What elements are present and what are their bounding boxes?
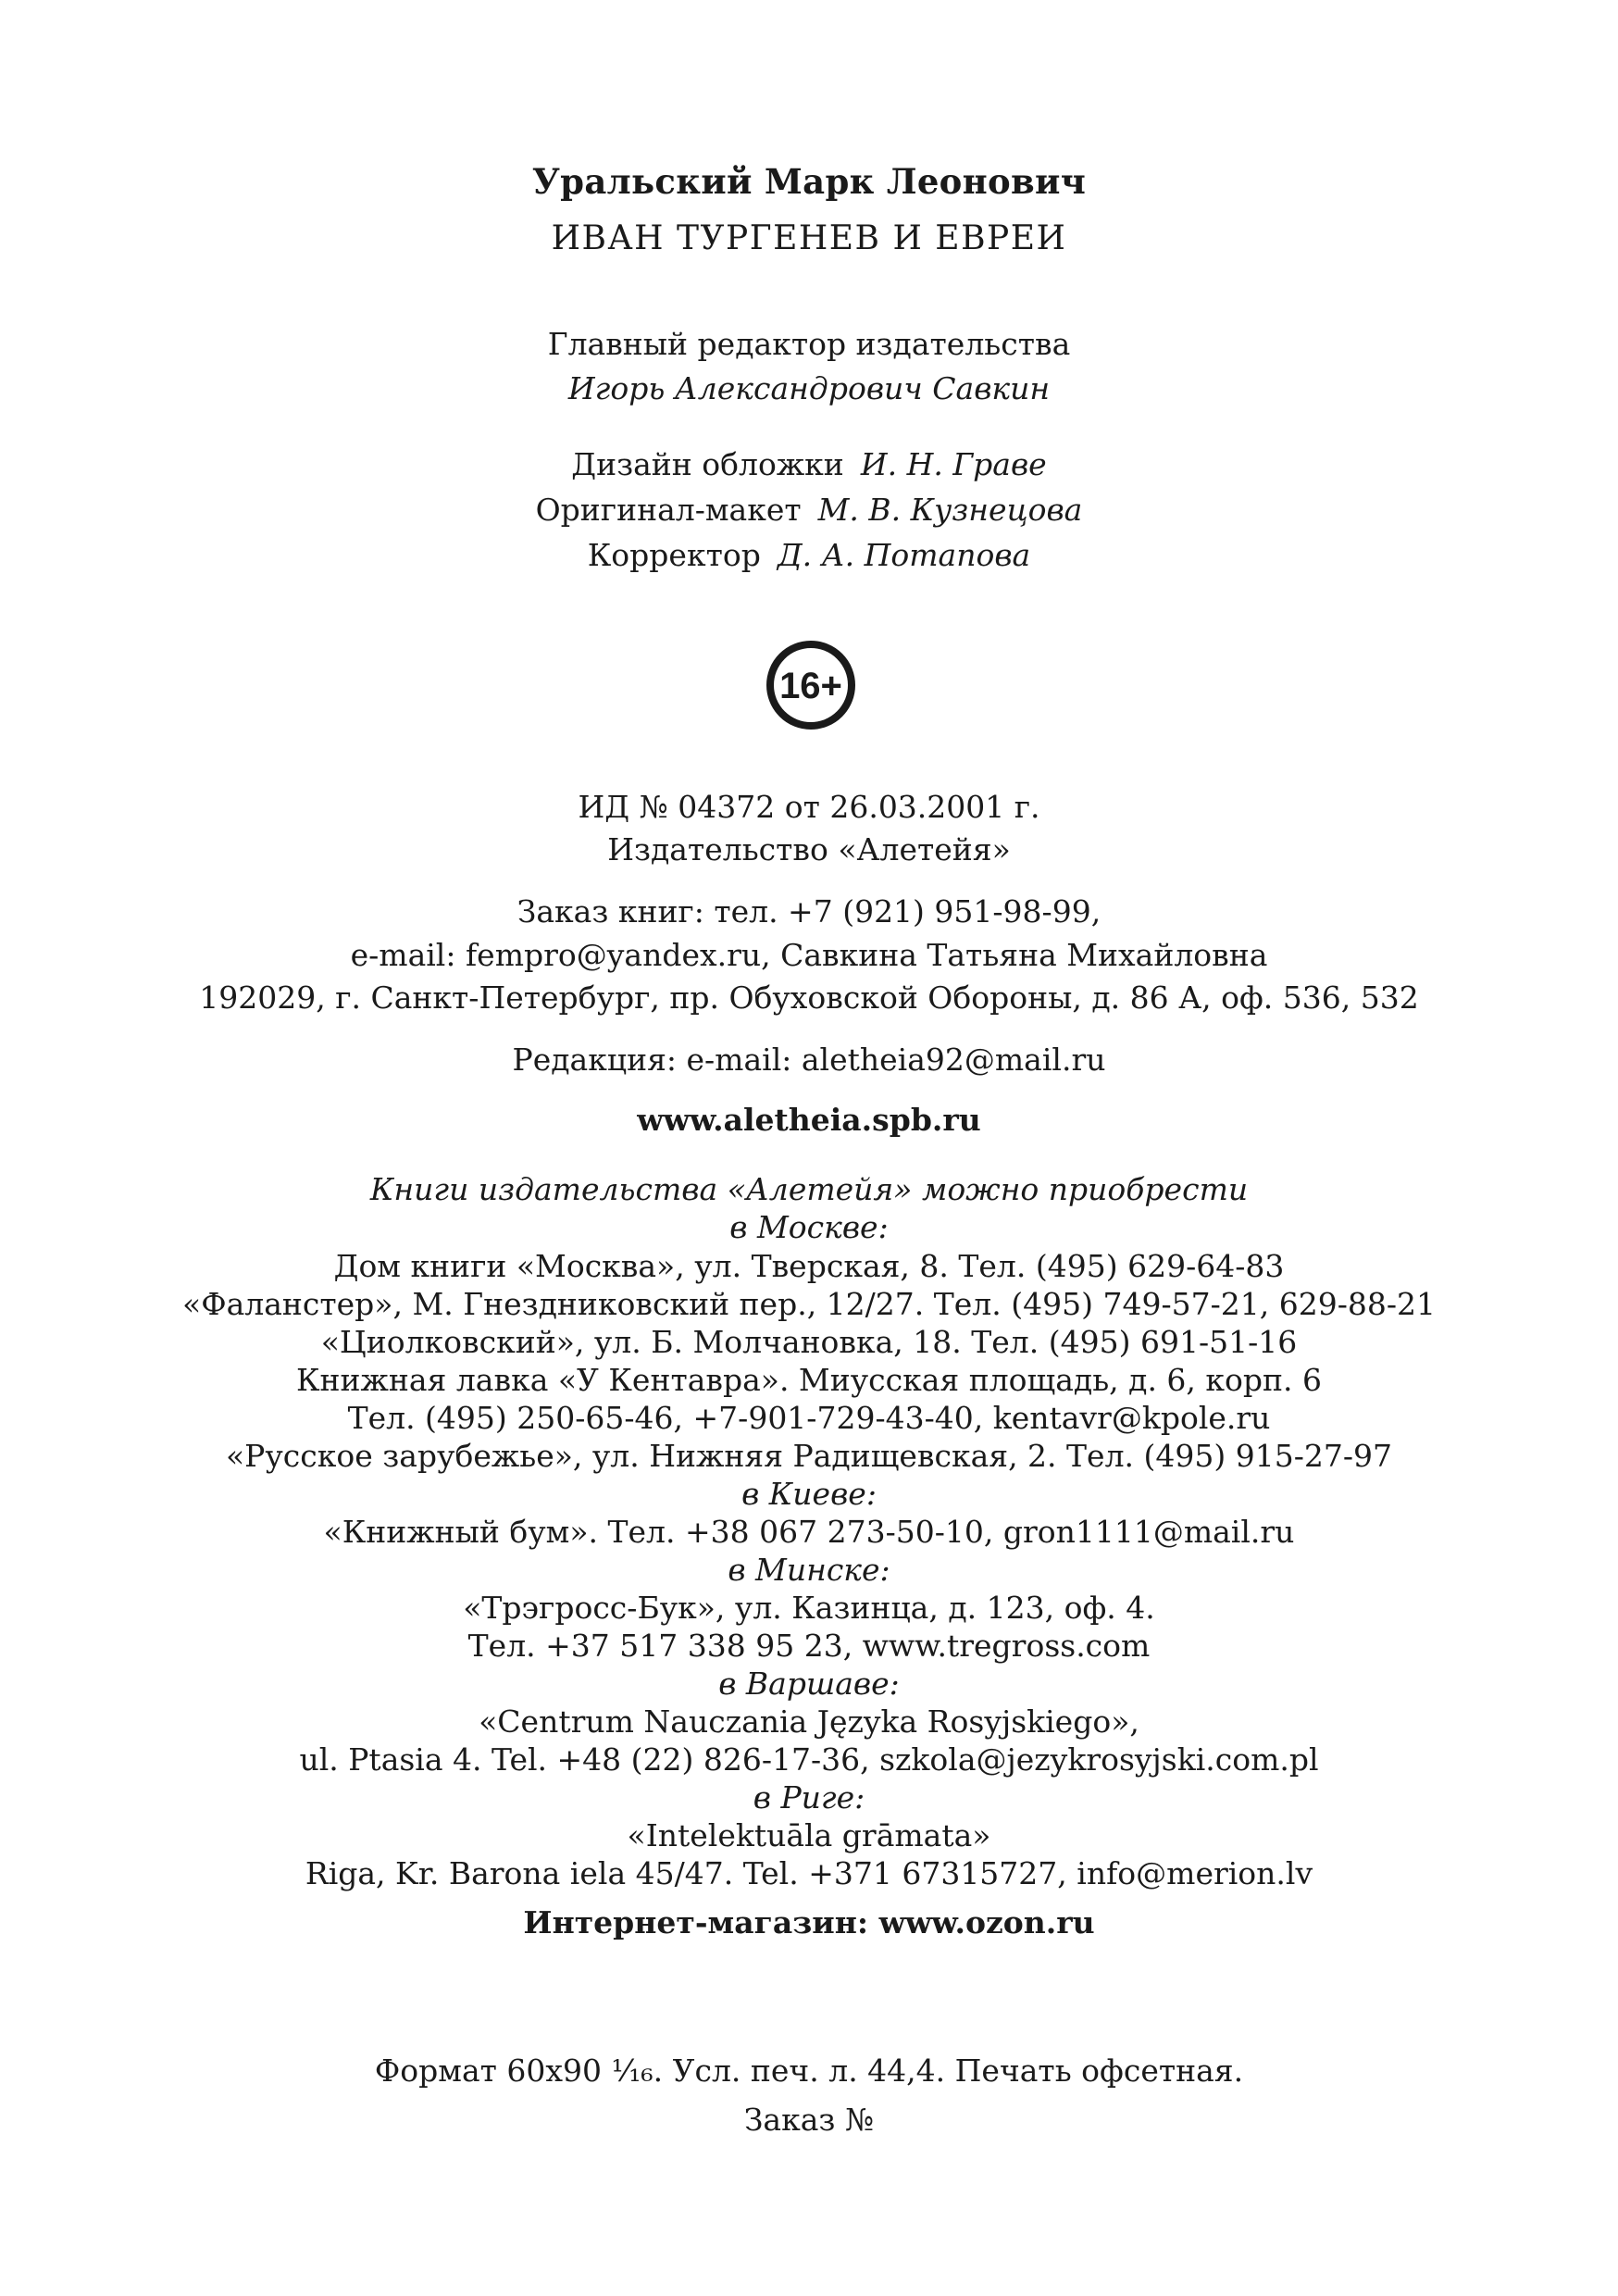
kyiv-store: «Книжный бум». Тел. +38 067 273-50-10, gron1111@mail.ru [323,1514,1295,1550]
print-format: Формат 60х90 ¹⁄₁₆. Усл. печ. л. 44,4. Печать офсетная. [374,2053,1244,2089]
cover-design-credit [0,446,1618,483]
moscow-store: Дом книги «Москва», ул. Тверская, 8. Тел. (495) 629-64-83 [333,1248,1285,1284]
layout-label: Оригинал-макет [535,492,802,528]
orders-email: e-mail: fempro@yandex.ru, Савкина Татьяна Михайловна [350,937,1268,973]
age-rating-badge [765,639,857,731]
chief-editor-name: Игорь Александрович Савкин [567,370,1051,406]
publisher-address: 192029, г. Санкт-Петербург, пр. Обуховской Обороны, д. 86 А, оф. 536, 532 [199,980,1419,1016]
publisher-website: www.aletheia.spb.ru [637,1102,981,1138]
moscow-store: Тел. (495) 250-65-46, +7-901-729-43-40, kentavr@kpole.ru [347,1400,1271,1436]
cover-designer-name: И. Н. Граве [860,446,1047,482]
cover-design-label: Дизайн обложки [571,446,844,482]
moscow-store: «Циолковский», ул. Б. Молчановка, 18. Тел. (495) 691-51-16 [320,1324,1298,1360]
book-title: ИВАН ТУРГЕНЕВ И ЕВРЕИ [551,219,1067,257]
riga-heading: в Риге: [753,1779,865,1816]
online-store: Интернет-магазин: www.ozon.ru [523,1904,1095,1940]
moscow-store: «Русское зарубежье», ул. Нижняя Радищевская, 2. Тел. (495) 915-27-97 [225,1438,1393,1474]
editorial-email: Редакция: e-mail: aletheia92@mail.ru [512,1042,1106,1078]
proofreader-name: Д. А. Потапова [777,537,1031,573]
layout-credit [0,492,1618,529]
warsaw-store: «Centrum Nauczania Języka Rosyjskiego», [479,1703,1139,1740]
minsk-heading: в Минске: [728,1552,890,1588]
order-number: Заказ № [743,2102,875,2138]
publisher-name: Издательство «Алетейя» [607,831,1011,867]
proofreader-credit [0,537,1618,574]
riga-store: «Intelektuāla grāmata» [627,1817,991,1853]
kyiv-heading: в Киеве: [741,1476,877,1512]
stores-intro: Книги издательства «Алетейя» можно приобрести [369,1171,1249,1207]
riga-store: Riga, Kr. Barona iela 45/47. Tel. +371 67315727, info@merion.lv [305,1855,1313,1891]
layout-name: М. В. Кузнецова [817,492,1083,528]
proofreader-label: Корректор [587,537,761,573]
orders-phone: Заказ книг: тел. +7 (921) 951-98-99, [517,893,1101,930]
moscow-store: «Фаланстер», М. Гнездниковский пер., 12/27. Тел. (495) 749-57-21, 629-88-21 [182,1286,1436,1322]
moscow-store: Книжная лавка «У Кентавра». Миусская площадь, д. 6, корп. 6 [295,1362,1322,1398]
age-rating-text: 16+ [779,666,842,706]
minsk-store: «Трэгросс-Бук», ул. Казинца, д. 123, оф. 4. [463,1590,1155,1626]
moscow-heading: в Москве: [729,1209,889,1245]
publisher-license: ИД № 04372 от 26.03.2001 г. [578,789,1040,825]
chief-editor-label: Главный редактор издательства [547,326,1071,362]
warsaw-heading: в Варшаве: [718,1666,900,1702]
minsk-store: Тел. +37 517 338 95 23, www.tregross.com [467,1628,1151,1664]
warsaw-store: ul. Ptasia 4. Tel. +48 (22) 826-17-36, szkola@jezykrosyjski.com.pl [299,1741,1319,1778]
author-name: Уральский Марк Леонович [531,161,1087,202]
age-rating-icon [765,639,857,731]
